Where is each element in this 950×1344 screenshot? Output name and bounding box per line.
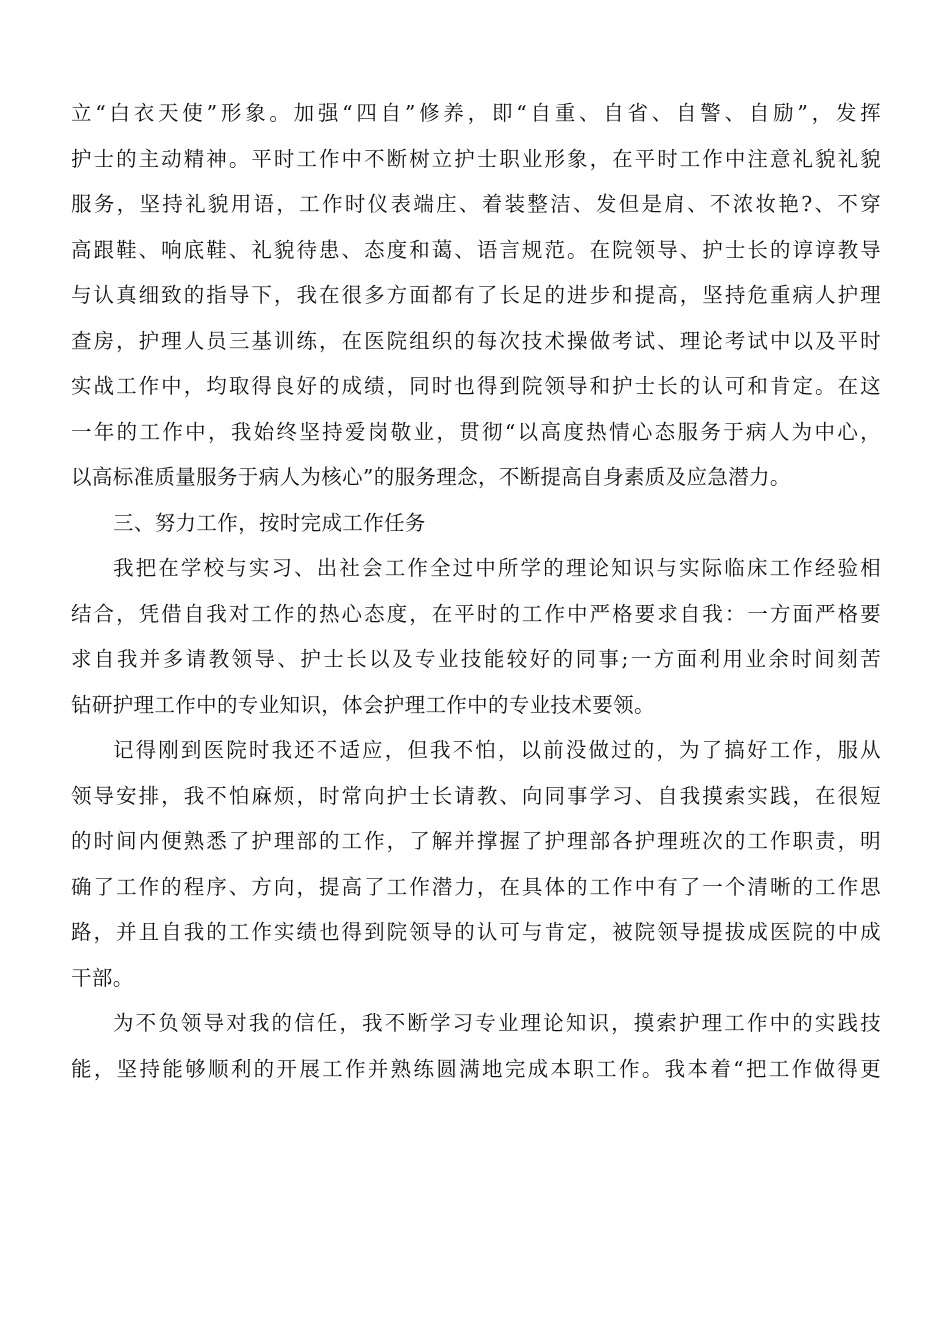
text-line: 的时间内便熟悉了护理部的工作，了解并撑握了护理部各护理班次的工作职责，明: [71, 829, 881, 853]
text-line: 钻研护理工作中的专业知识，体会护理工作中的专业技术要领。: [71, 693, 655, 717]
text-line: 护士的主动精神。平时工作中不断树立护士职业形象，在平时工作中注意礼貌礼貌: [71, 147, 881, 171]
text-line: 立“白衣天使”形象。加强“四自”修养，即“自重、自省、自警、自励”，发挥: [71, 101, 881, 125]
text-line: 为不负领导对我的信任，我不断学习专业理论知识，摸索护理工作中的实践技: [113, 1011, 881, 1035]
text-line: 查房，护理人员三基训练，在医院组织的每次技术操做考试、理论考试中以及平时: [71, 329, 881, 353]
text-line: 服务，坚持礼貌用语，工作时仪表端庄、着装整洁、发但是肩、不浓妆艳?、不穿: [71, 192, 881, 216]
text-line: 高跟鞋、响底鞋、礼貌待患、态度和蔼、语言规范。在院领导、护士长的谆谆教导: [71, 238, 881, 262]
text-line: 实战工作中，均取得良好的成绩，同时也得到院领导和护士长的认可和肯定。在这: [71, 374, 881, 398]
text-line: 我把在学校与实习、出社会工作全过中所学的理论知识与实际临床工作经验相: [113, 556, 881, 580]
text-line: 与认真细致的指导下，我在很多方面都有了长足的进步和提高，坚持危重病人护理: [71, 283, 881, 307]
text-line: 路，并且自我的工作实绩也得到院领导的认可与肯定，被院领导提拔成医院的中成: [71, 920, 881, 944]
text-line: 一年的工作中，我始终坚持爱岗敬业，贯彻“以高度热情心态服务于病人为中心，: [71, 420, 881, 444]
text-line: 能，坚持能够顺利的开展工作并熟练圆满地完成本职工作。我本着“把工作做得更: [71, 1057, 881, 1081]
text-line: 确了工作的程序、方向，提高了工作潜力，在具体的工作中有了一个清晰的工作思: [71, 875, 881, 899]
text-line: 记得刚到医院时我还不适应，但我不怕，以前没做过的，为了搞好工作，服从: [113, 738, 881, 762]
text-line: 结合，凭借自我对工作的热心态度，在平时的工作中严格要求自我：一方面严格要: [71, 602, 881, 626]
text-line: 领导安排，我不怕麻烦，时常向护士长请教、向同事学习、自我摸索实践，在很短: [71, 784, 881, 808]
text-line: 求自我并多请教领导、护士长以及专业技能较好的同事;一方面利用业余时间刻苦: [71, 647, 881, 671]
text-line: 以高标准质量服务于病人为核心”的服务理念，不断提高自身素质及应急潜力。: [71, 465, 791, 489]
section-heading: 三、努力工作，按时完成工作任务: [113, 511, 426, 535]
text-line: 干部。: [71, 966, 134, 990]
